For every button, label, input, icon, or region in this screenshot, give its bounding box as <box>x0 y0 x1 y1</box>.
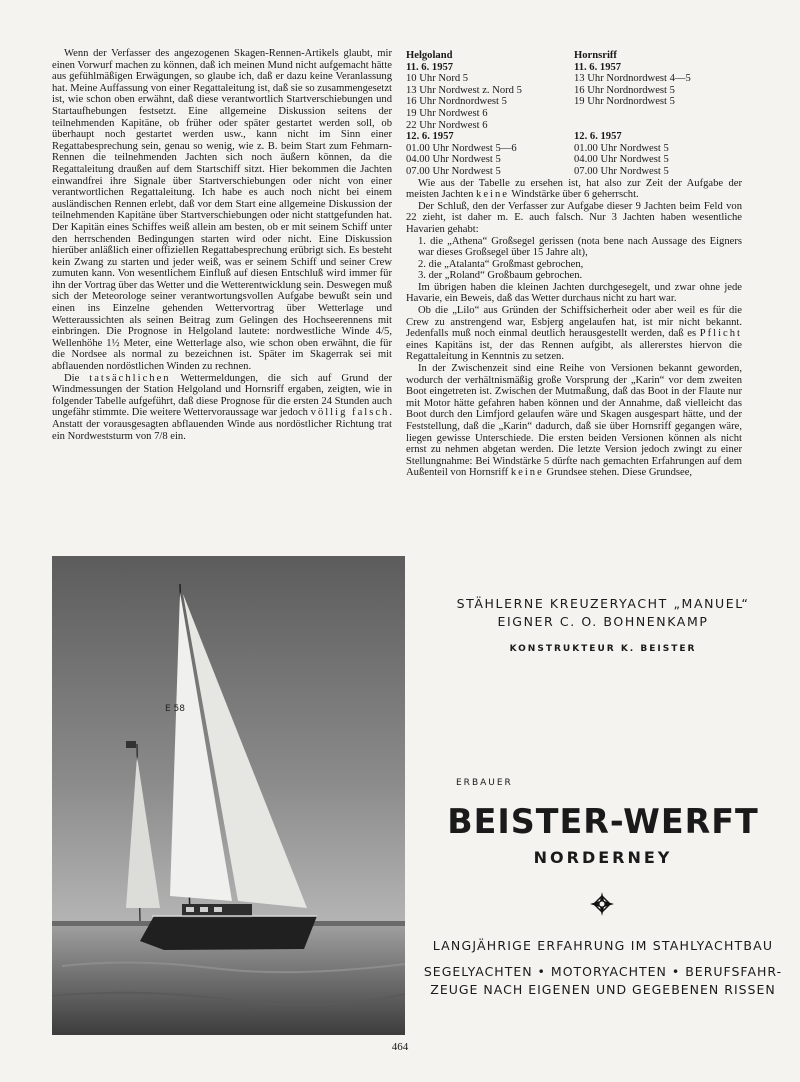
wind-tables <box>406 50 742 178</box>
text-run: Wettermeldungen, die sich auf Grund der Windmessungen der Station Helgoland und Hornsriff ergaben, zeigten, wie in folgender Tabelle aufgeführt, daß diese Prognose für die ersten 24 Stunden auch ungefähr stimmte. Die weitere Wettervoraussage war jedoch <box>52 372 392 419</box>
right-paragraph-1 <box>406 178 742 201</box>
yacht-photo-image <box>52 556 405 1035</box>
table-row: 10 Uhr Nord 5 <box>406 73 469 85</box>
text-run: Windstärke über 6 geherrscht. <box>508 189 639 201</box>
table-row: 22 Uhr Nordwest 6 <box>406 119 488 131</box>
table-date: 11. 6. 1957 <box>574 61 622 73</box>
text-run: Die <box>64 372 90 384</box>
text-run: In der Zwischenzeit sind eine Reihe von Versionen bekannt geworden, wodurch der verhältnismäßig große Vorsprung der „Karin“ vor dem zweiten Boot eingetreten ist. Zwischen der Mutmaßung, daß das Boot in der Flaute nur mit Motor hätte gefahren haben können und der Annahme, daß vielleicht das Boot durch den Limfjord gelaufen wäre und Skagen ausgespart hätte, und der Feststellung, daß die „Karin“ dadurch, daß sie über Hornsriff gegangen wäre, liegen gewisse Unterschiede. Die ersten beiden Versionen können als nicht ernst zu nehmen abgetan werden. Die letzte Version jedoch zwingt zu einer Stellungnahme: Bei Windstärke 5 dürfte nach gemachten Erfahrungen auf dem Außenteil von Hornsriff <box>406 363 742 479</box>
table-row: 13 Uhr Nordnordwest 4—5 <box>574 73 691 85</box>
ad-brand: BEISTER-WERFT <box>447 802 759 842</box>
table-row: 01.00 Uhr Nordwest 5—6 <box>406 142 517 154</box>
table-row: 04.00 Uhr Nordwest 5 <box>574 154 669 166</box>
ad-builder-label: ERBAUER <box>456 778 513 788</box>
right-text <box>406 178 742 479</box>
page-number: 464 <box>391 1041 409 1053</box>
text-run: Ob die „Lilo“ aus Gründen der Schiffsicherheit oder aber weil es für die Crew zu anstrengend war, Esbjerg angelaufen hat, ist mir nicht bekannt. Jedenfalls muß noch einmal deutlich herausgestellt werden, daß es <box>406 305 742 340</box>
table-row: 13 Uhr Nordwest z. Nord 5 <box>406 84 522 96</box>
right-paragraph-4 <box>406 305 742 363</box>
ad-products-1: SEGELYACHTEN • MOTORYACHTEN • BERUFSFAHR- <box>423 964 783 979</box>
table-row: 07.00 Uhr Nordwest 5 <box>574 165 669 177</box>
table-row: 16 Uhr Nordnordwest 5 <box>574 84 675 96</box>
table-date: 11. 6. 1957 <box>406 61 454 73</box>
table-row: 19 Uhr Nordwest 6 <box>406 107 488 119</box>
table-row: 04.00 Uhr Nordwest 5 <box>406 154 501 166</box>
text-run: . Anstatt der vorausgesagten abflauenden Winde aus nordöstlicher Richtung trat ein Nordweststurm von 7/8 ein. <box>52 407 392 442</box>
table-row: 19 Uhr Nordnordwest 5 <box>574 96 675 108</box>
helgoland-table <box>406 50 574 178</box>
spaced-text: völlig falsch <box>310 407 390 419</box>
right-paragraph-2: Der Schluß, den der Verfasser zur Aufgabe dieser 9 Jachten beim Feld von 22 zieht, ist daher m. E. auch falsch. Nur 3 Jachten haben wesentliche Havarien gehabt: <box>406 200 742 235</box>
text-run: Wie aus der Tabelle zu ersehen ist, hat also zur Zeit der Aufgabe der meisten Jachten <box>406 177 742 201</box>
table-title: Hornsriff <box>574 50 617 61</box>
spaced-text: tatsächlichen <box>89 372 171 384</box>
shipyard-advertisement <box>406 556 800 1035</box>
table-row: 16 Uhr Nordnordwest 5 <box>406 96 507 108</box>
spaced-text: keine <box>510 467 544 479</box>
left-paragraph-2 <box>52 373 392 443</box>
table-title: Helgoland <box>406 50 453 61</box>
ad-products-2: ZEUGE NACH EIGENEN UND GEGEBENEN RISSEN <box>430 982 776 997</box>
left-paragraph-1: Wenn der Verfasser des angezogenen Skagen-Rennen-Artikels glaubt, mir einen Vorwurf machen zu können, daß ich meinen Mund nicht aufgemacht hätte aus gefühlmäßigen Erwägungen, so glaube ich, daß er dazu keine Veranlassung hat. Meine Auffassung von einer Regattaleitung ist, daß sie so zusammengesetzt ist, wie schon oben erwähnt, daß diese verantwortlich Startverschiebungen und Startaufhebungen festsetzt. Eine allgemeine Diskussion seitens der teilnehmenden Kapitäne, ob früher oder später gestartet werden soll, ob überhaupt noch gestartet werden usw., kann nicht im Sinn einer Regattabesprechung sein, genau so wenig, wie z. B. beim Start zum Fehmarn-Rennen die teilnehmenden Jachten sich noch äußern können, da die Regattaleitung draußen auf dem Startschiff sitzt. Hier bekommen die Jachten einwandfrei ihre Signale über Startverschiebungen oder nicht von einer verantwortlichen Regattaleitung. Ich habe es auch noch nicht bei einem ausländischen Rennen erlebt, daß vor dem Start eine allgemeine Diskussion der teilnehmenden Kapitäne über Startverschiebungen oder nicht stattgefunden hat. Der Kapitän eines Schiffes weiß allein am besten, ob er mit seinem Schiff unter den herrschenden Bedingungen starten wird oder nicht. Eine Diskussion hierüber anläßlich einer offiziellen Regattabesprechung erübrigt sich. Es besteht kein Zwang zu starten und jeder weiß, was er seinem Schiff und seiner Crew zumuten kann. Von wesentlichem Einfluß auf diesen Entschluß wird immer für ihn der Vortrag über das Wetter und die Wetterentwicklung sein. Deswegen muß sich der Meteorologe seiner verantwortungsvollen Aufgabe bewußt sein und einen ins Einzelne gehenden Wettervortrag über Wetterlage und Wetteraussichten als seinen Beitrag zum Gelingen des Hochseerennens mit einbringen. Die Prognose in Helgoland lautete: nordwestliche Winde 4/5, Wellenhöhe 1½ Meter, eine Wetterlage also, wie schon oben erwähnt, die für die Nordsee als normal zu bezeichnen ist. Später im Skagerrak sei mit abflauenden nordöstlichen Winden zu rechnen. <box>52 48 392 373</box>
text-run: eines Kapitäns ist, der das Rennen aufgibt, als allererstes hiervon die Regattaleitung in Kenntnis zu setzen. <box>406 339 742 363</box>
list-item: 3. der „Roland“ Großbaum gebrochen. <box>418 270 583 282</box>
left-column <box>52 48 392 442</box>
hornsriff-table <box>574 50 742 178</box>
table-row: 01.00 Uhr Nordwest 5 <box>574 142 669 154</box>
table-date: 12. 6. 1957 <box>574 131 622 143</box>
ad-location: NORDERNEY <box>533 848 673 867</box>
ad-owner: EIGNER C. O. BOHNENKAMP <box>497 614 709 629</box>
text-run: Grundsee stehen. Diese Grundsee, <box>543 467 693 479</box>
right-paragraph-5 <box>406 363 742 479</box>
list-item: 1. die „Athena“ Großsegel gerissen (nota bene nach Aussage des Eigners war dieses Großsegel über 15 Jahre alt), <box>418 235 742 259</box>
spaced-text: keine <box>476 189 509 201</box>
right-column <box>406 50 742 479</box>
table-row: 07.00 Uhr Nordwest 5 <box>406 165 501 177</box>
ad-experience: LANGJÄHRIGE ERFAHRUNG IM STAHLYACHTBAU <box>432 938 774 953</box>
spaced-text: Pflicht <box>699 328 742 340</box>
list-item: 2. die „Atalanta“ Großmast gebrochen, <box>418 258 584 270</box>
ad-yacht-name: STÄHLERNE KREUZERYACHT „MANUEL“ <box>456 596 750 611</box>
ad-designer: KONSTRUKTEUR K. BEISTER <box>509 644 697 654</box>
right-paragraph-3: Im übrigen haben die kleinen Jachten durchgesegelt, und zwar ohne jede Havarie, ein Beweis, daß das Wetter durchaus nicht zu hart war. <box>406 281 742 305</box>
table-date: 12. 6. 1957 <box>406 131 454 143</box>
sail-number: E 58 <box>165 704 185 714</box>
yacht-photo <box>52 556 405 1035</box>
compass-star-icon <box>590 892 614 916</box>
